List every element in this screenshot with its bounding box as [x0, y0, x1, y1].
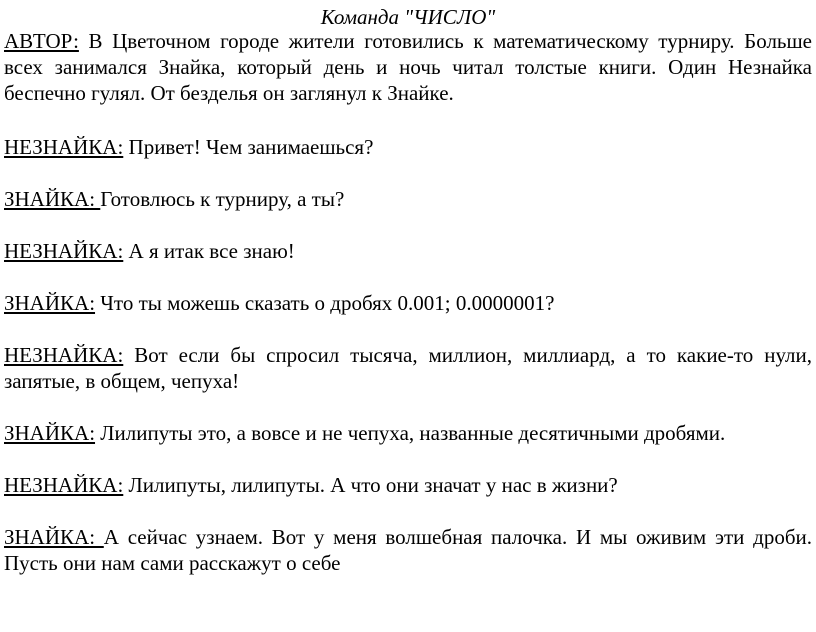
- dialogue-text: А я итак все знаю!: [123, 239, 295, 263]
- dialogue-text: Вот если бы спросил тысяча, миллион, миллиард, а то какие-то нули, запятые, в общем, чепуха!: [4, 343, 812, 393]
- speaker-label: ЗНАЙКА:: [4, 525, 104, 549]
- dialogue-text: А сейчас узнаем. Вот у меня волшебная палочка. И мы оживим эти дроби. Пусть они нам сами расскажут о себе: [4, 525, 812, 575]
- dialogue-line: [4, 342, 812, 394]
- speaker-label: НЕЗНАЙКА:: [4, 343, 124, 367]
- dialogue-text: Привет! Чем занимаешься?: [123, 135, 374, 159]
- dialogue-line: [4, 186, 812, 212]
- dialogue-text: Готовлюсь к турниру, а ты?: [100, 187, 345, 211]
- dialogue-line: [4, 420, 812, 446]
- dialogue-line: [4, 290, 812, 316]
- speaker-label: ЗНАЙКА:: [4, 291, 96, 315]
- dialogue-line: [4, 238, 812, 264]
- dialogue-line: [4, 134, 812, 160]
- dialogue-text: Лилипуты это, а вовсе и не чепуха, названные десятичными дробями.: [95, 421, 726, 445]
- dialogue-line-author: [4, 28, 812, 106]
- speaker-label: НЕЗНАЙКА:: [4, 239, 124, 263]
- speaker-label: НЕЗНАЙКА:: [4, 473, 124, 497]
- dialogue-line: [4, 524, 812, 576]
- dialogue-text: В Цветочном городе жители готовились к математическому турниру. Больше всех занимался Знайка, который день и ночь читал толстые книги. Один Незнайка беспечно гулял. От безделья он заглянул к Знайке.: [4, 29, 812, 105]
- speaker-label: ЗНАЙКА:: [4, 421, 96, 445]
- dialogue-line: [4, 472, 812, 498]
- dialogue-text: Что ты можешь сказать о дробях 0.001; 0.0000001?: [95, 291, 555, 315]
- document-title: Команда "ЧИСЛО": [320, 5, 496, 29]
- speaker-label: ЗНАЙКА:: [4, 187, 101, 211]
- dialogue-text: Лилипуты, лилипуты. А что они значат у нас в жизни?: [123, 473, 618, 497]
- speaker-label: НЕЗНАЙКА:: [4, 135, 124, 159]
- speaker-label: АВТОР:: [4, 29, 79, 53]
